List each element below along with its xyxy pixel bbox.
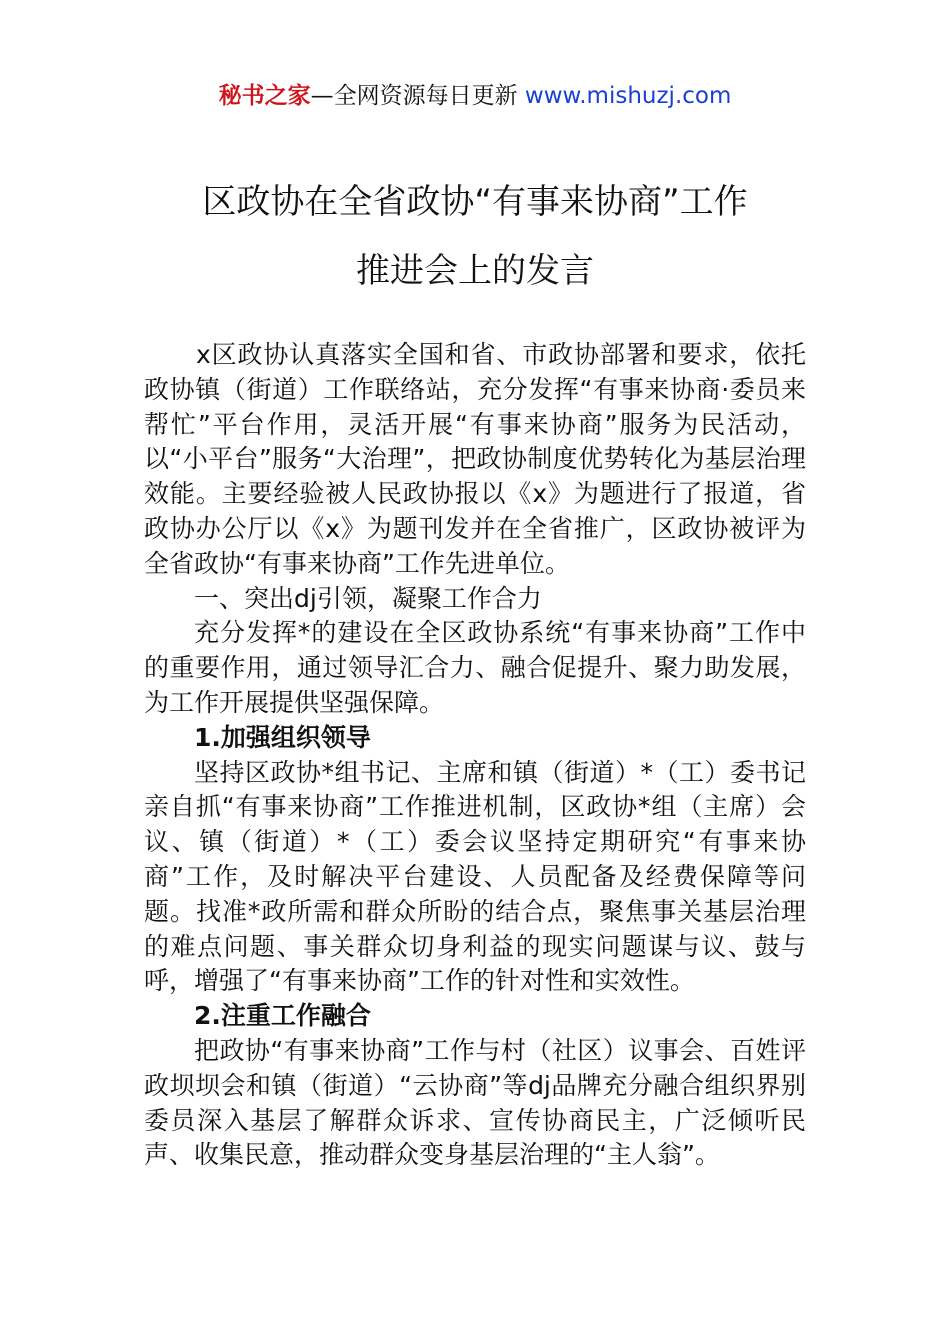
section-heading-1: 一、突出dj引领，凝聚工作合力 [194, 583, 542, 613]
subsection-1-paragraph: 坚持区政协*组书记、主席和镇（街道）*（工）委书记亲自抓“有事来协商”工作推进机制，区政协*组（主席）会议、镇（街道）*（工）委会议坚持定期研究“有事来协商”工作，及时解决平台建设、人员配备及经费保障等问题。找准*政所需和群众所盼的结合点，聚焦事关基层治理的难点问题、事关群众切身利益的现实问题谋与议、鼓与呼，增强了“有事来协商”工作的针对性和实效性。 [144, 757, 806, 996]
document-title-line-1: 区政协在全省政协“有事来协商”工作 [202, 182, 748, 222]
site-tagline: —全网资源每日更新 [310, 83, 518, 109]
site-url-link[interactable]: www.mishuzj.com [524, 83, 732, 109]
subheading-2: 2.注重工作融合 [194, 1001, 371, 1031]
section-1-paragraph: 充分发挥*的建设在全区政协系统“有事来协商”工作中的重要作用，通过领导汇合力、融合促提升、聚力助发展，为工作开展提供坚强保障。 [144, 618, 806, 717]
subheading-1: 1.加强组织领导 [194, 722, 371, 752]
document-title-line-2: 推进会上的发言 [356, 251, 594, 291]
site-brand: 秘书之家 [218, 83, 311, 109]
site-header [0, 80, 950, 112]
document-body [144, 338, 806, 1173]
subsection-2-paragraph: 把政协“有事来协商”工作与村（社区）议事会、百姓评政坝坝会和镇（街道）“云协商”等dj品牌充分融合组织界别委员深入基层了解群众诉求、宣传协商民主，广泛倾听民声、收集民意，推动群众变身基层治理的“主人翁”。 [144, 1035, 806, 1170]
intro-paragraph: x区政协认真落实全国和省、市政协部署和要求，依托政协镇（街道）工作联络站，充分发挥“有事来协商·委员来帮忙”平台作用，灵活开展“有事来协商”服务为民活动，以“小平台”服务“大治理”，把政协制度优势转化为基层治理效能。主要经验被人民政协报以《x》为题进行了报道，省政协办公厅以《x》为题刊发并在全省推广，区政协被评为全省政协“有事来协商”工作先进单位。 [144, 340, 806, 578]
